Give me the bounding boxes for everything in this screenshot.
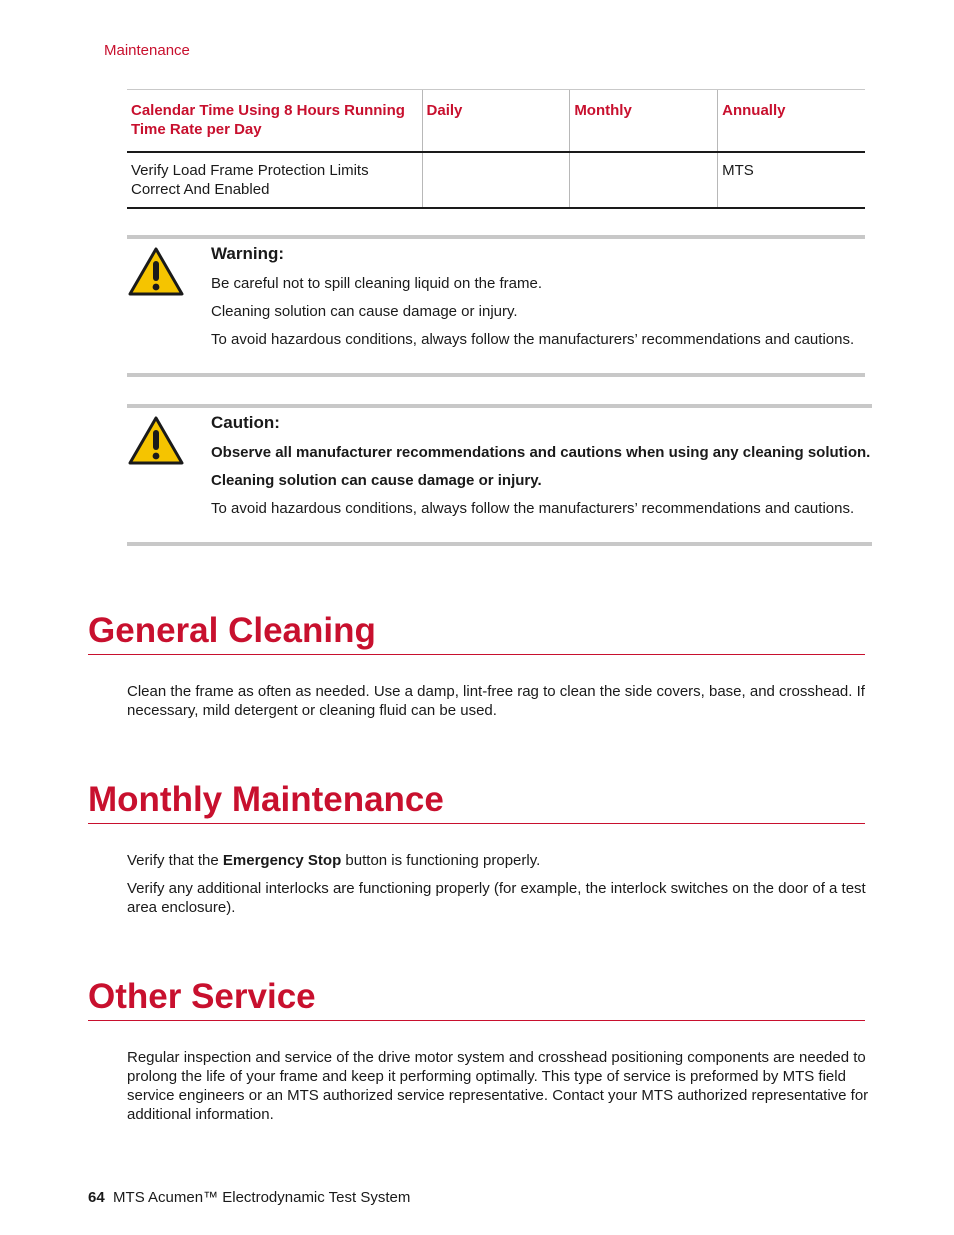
monthly-maintenance-paragraph-2: Verify any additional interlocks are functioning properly (for example, the interlock switches on the door of a test area enclosure). [127, 880, 866, 916]
warning-bottom-rule [127, 373, 865, 377]
paragraph-text: button is functioning properly. [341, 852, 541, 869]
table-cell-monthly [570, 152, 718, 208]
general-cleaning-body: Clean the frame as often as needed. Use a damp, lint-free rag to clean the side covers, base, and crosshead. If necessary, mild detergent or cleaning fluid can be used. [127, 683, 865, 719]
column-header-calendar-time: Calendar Time Using 8 Hours Running Time Rate per Day [127, 90, 422, 153]
emergency-stop-term: Emergency Stop [222, 852, 342, 869]
heading-underline [88, 1020, 865, 1021]
warning-title: Warning: [211, 244, 285, 263]
column-header-daily: Daily [422, 90, 570, 153]
caution-triangle-icon [127, 415, 185, 467]
warning-line-3: To avoid hazardous conditions, always follow the manufacturers’ recommendations and cautions. [211, 331, 855, 348]
table-cell-annually: MTS [718, 152, 865, 208]
table-row [127, 152, 865, 208]
warning-line-2: Cleaning solution can cause damage or injury. [211, 303, 518, 320]
warning-line-1: Be careful not to spill cleaning liquid on the frame. [211, 275, 543, 292]
paragraph-text: Verify that the [127, 852, 223, 869]
caution-line-3: To avoid hazardous conditions, always follow the manufacturers’ recommendations and cautions. [211, 500, 855, 517]
product-name: MTS Acumen™ Electrodynamic Test System [113, 1189, 411, 1206]
monthly-maintenance-paragraph-1 [127, 851, 872, 870]
table-cell-daily [422, 152, 570, 208]
page-footer [88, 1189, 410, 1206]
table-cell-task: Verify Load Frame Protection Limits Correct And Enabled [127, 152, 422, 208]
caution-title: Caution: [211, 413, 280, 432]
other-service-body: Regular inspection and service of the drive motor system and crosshead positioning components are needed to prolong the life of your frame and keep it performing optimally. This type of service is preformed by MTS field service engineers or an MTS authorized service representative. Contact your MTS authorized representative for additional information. [127, 1049, 869, 1123]
heading-other-service: Other Service [88, 977, 316, 1016]
column-header-annually: Annually [718, 90, 865, 153]
warning-triangle-icon [127, 246, 185, 298]
caution-line-2: Cleaning solution can cause damage or injury. [211, 472, 542, 489]
maintenance-schedule-table [127, 89, 865, 209]
breadcrumb: Maintenance [104, 42, 190, 59]
heading-general-cleaning: General Cleaning [88, 611, 376, 650]
caution-top-rule [127, 404, 872, 408]
caution-bottom-rule [127, 542, 872, 546]
heading-underline [88, 654, 865, 655]
table-header-row [127, 90, 865, 153]
heading-monthly-maintenance: Monthly Maintenance [88, 780, 444, 819]
column-header-monthly: Monthly [570, 90, 718, 153]
page-number: 64 [88, 1189, 105, 1206]
caution-line-1: Observe all manufacturer recommendations and cautions when using any cleaning solution. [211, 444, 871, 461]
warning-top-rule [127, 235, 865, 239]
heading-underline [88, 823, 865, 824]
